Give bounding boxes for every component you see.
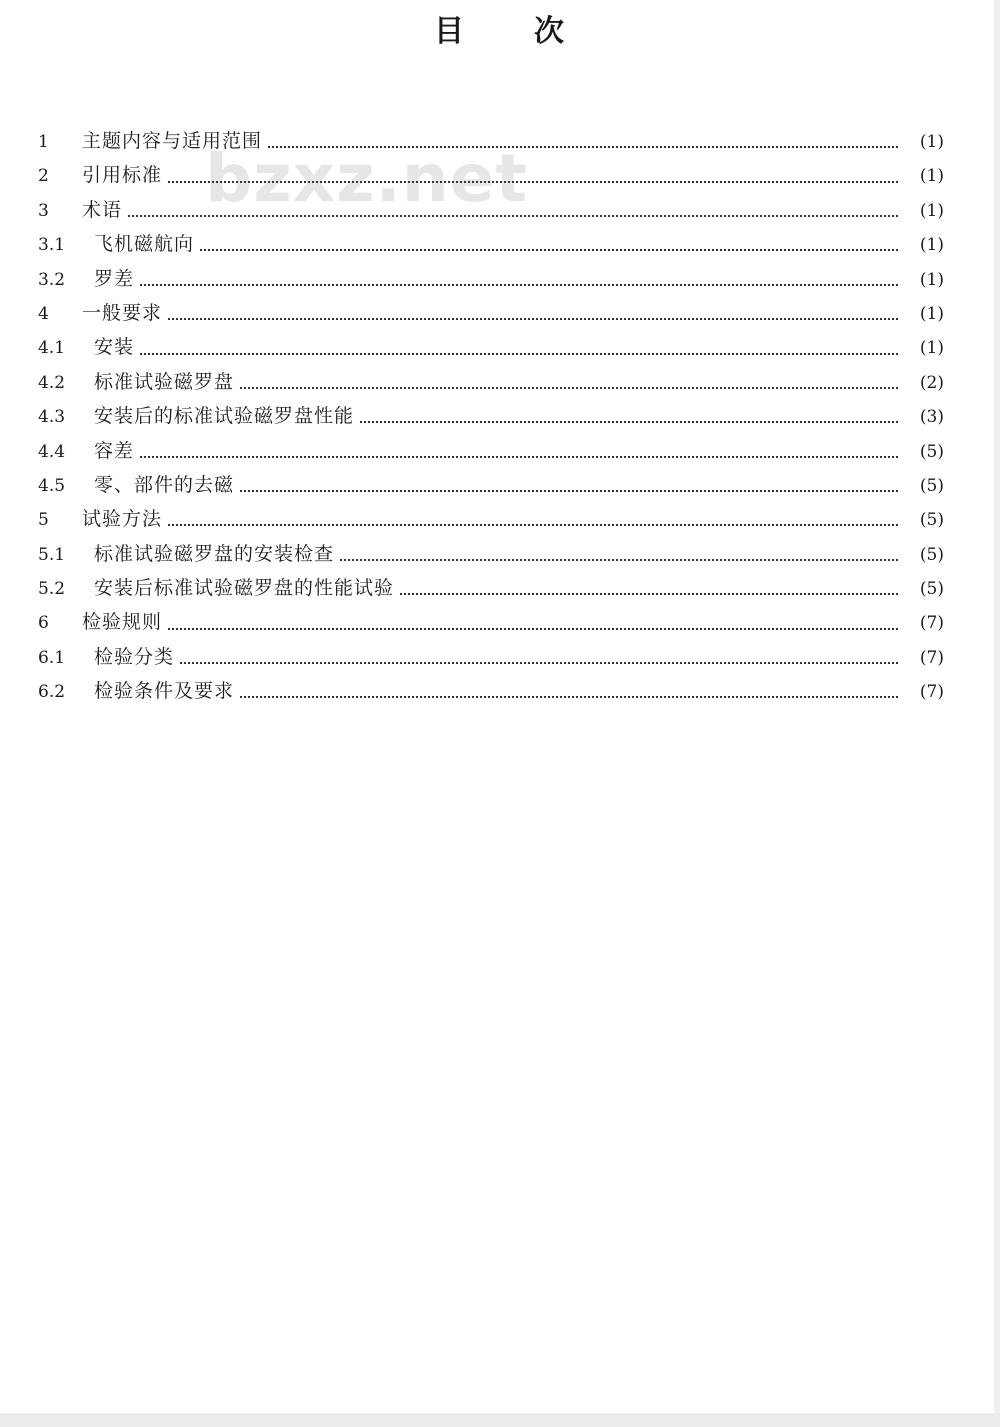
- dot-leader: [400, 593, 898, 595]
- dot-leader: [180, 662, 898, 664]
- toc-entry-page: (7): [919, 613, 944, 634]
- toc-entry-number: 5.2: [38, 579, 66, 600]
- dot-leader: [140, 284, 898, 286]
- toc-entry-label: 检验条件及要求: [94, 680, 235, 703]
- toc-entry-page: (5): [919, 475, 944, 496]
- toc-entry-page: (5): [919, 510, 944, 531]
- toc-entry[interactable]: [38, 330, 944, 364]
- toc-entry-page: (1): [919, 166, 944, 187]
- toc-entry-page: (7): [919, 682, 944, 703]
- dot-leader: [168, 181, 898, 183]
- toc-entry[interactable]: [38, 399, 944, 433]
- toc-entry-number: 4.3: [38, 407, 66, 428]
- toc-entry-number: 4.4: [38, 441, 66, 462]
- toc-entry-number: 4.5: [38, 475, 66, 496]
- toc-entry-number: 4.1: [38, 338, 66, 359]
- title-char-1: 目: [434, 14, 466, 49]
- toc-entry-number: 4.2: [38, 372, 66, 393]
- toc-entry-label: 标准试验磁罗盘: [94, 370, 235, 393]
- toc-entry[interactable]: [38, 227, 944, 261]
- watermark: bzxz.net: [205, 140, 529, 217]
- toc-entry-label: 安装后的标准试验磁罗盘性能: [94, 405, 355, 428]
- dot-leader: [360, 421, 898, 423]
- toc-entry-page: (1): [919, 200, 944, 221]
- scan-edge-bottom: [0, 1413, 1000, 1427]
- toc-entry-number: 5: [38, 510, 49, 531]
- toc-entry[interactable]: [38, 262, 944, 296]
- toc-entry-number: 3.1: [38, 235, 66, 256]
- toc-entry-number: 4: [38, 303, 49, 324]
- toc-entry-label: 罗差: [94, 267, 135, 290]
- toc-entry-label: 试验方法: [82, 508, 163, 531]
- dot-leader: [168, 628, 898, 630]
- toc-entry-page: (2): [919, 372, 944, 393]
- toc-entry-page: (1): [919, 303, 944, 324]
- toc-entry-page: (5): [919, 544, 944, 565]
- dot-leader: [128, 215, 898, 217]
- dot-leader: [240, 696, 898, 698]
- dot-leader: [140, 353, 898, 355]
- toc-entry-label: 容差: [94, 439, 135, 462]
- toc-entry-number: 6.1: [38, 647, 66, 668]
- table-of-contents: [38, 124, 944, 709]
- toc-entry-page: (3): [919, 407, 944, 428]
- toc-entry-label: 标准试验磁罗盘的安装检查: [94, 542, 335, 565]
- toc-entry[interactable]: [38, 468, 944, 502]
- toc-entry-label: 术语: [82, 198, 123, 221]
- dot-leader: [168, 524, 898, 526]
- dot-leader: [240, 387, 898, 389]
- toc-entry[interactable]: [38, 124, 944, 158]
- toc-entry-page: (1): [919, 132, 944, 152]
- toc-entry-page: (5): [919, 441, 944, 462]
- toc-entry-page: (1): [919, 338, 944, 359]
- toc-entry[interactable]: [38, 365, 944, 399]
- toc-entry-label: 检验规则: [82, 611, 163, 634]
- toc-entry[interactable]: [38, 296, 944, 330]
- toc-entry-label: 零、部件的去磁: [94, 473, 235, 496]
- toc-entry-page: (5): [919, 579, 944, 600]
- toc-entry[interactable]: [38, 502, 944, 536]
- dot-leader: [168, 318, 898, 320]
- toc-entry[interactable]: [38, 605, 944, 639]
- toc-entry-number: 1: [38, 132, 49, 152]
- toc-entry-page: (1): [919, 235, 944, 256]
- title-char-2: 次: [534, 14, 566, 49]
- toc-entry[interactable]: [38, 537, 944, 571]
- dot-leader: [268, 146, 898, 148]
- toc-entry-label: 一般要求: [82, 301, 163, 324]
- toc-entry-label: 检验分类: [94, 645, 175, 668]
- toc-entry[interactable]: [38, 158, 944, 192]
- toc-entry-page: (7): [919, 647, 944, 668]
- toc-entry-number: 6.2: [38, 682, 66, 703]
- dot-leader: [240, 490, 898, 492]
- page-title: [0, 6, 1000, 50]
- dot-leader: [340, 559, 898, 561]
- toc-entry-label: 安装后标准试验磁罗盘的性能试验: [94, 577, 395, 600]
- toc-entry[interactable]: [38, 674, 944, 708]
- toc-entry[interactable]: [38, 640, 944, 674]
- toc-entry-label: 主题内容与适用范围: [82, 130, 263, 152]
- toc-entry-label: 飞机磁航向: [94, 233, 195, 256]
- toc-entry-label: 安装: [94, 336, 135, 359]
- toc-entry-page: (1): [919, 269, 944, 290]
- toc-entry[interactable]: [38, 193, 944, 227]
- toc-entry-number: 2: [38, 166, 49, 187]
- dot-leader: [140, 456, 898, 458]
- dot-leader: [200, 249, 898, 251]
- toc-entry-label: 引用标准: [82, 164, 163, 187]
- toc-entry-number: 5.1: [38, 544, 66, 565]
- toc-entry-number: 3: [38, 200, 49, 221]
- toc-entry[interactable]: [38, 434, 944, 468]
- toc-entry-number: 3.2: [38, 269, 66, 290]
- scan-edge-right: [994, 0, 1000, 1427]
- toc-entry[interactable]: [38, 571, 944, 605]
- toc-entry-number: 6: [38, 613, 49, 634]
